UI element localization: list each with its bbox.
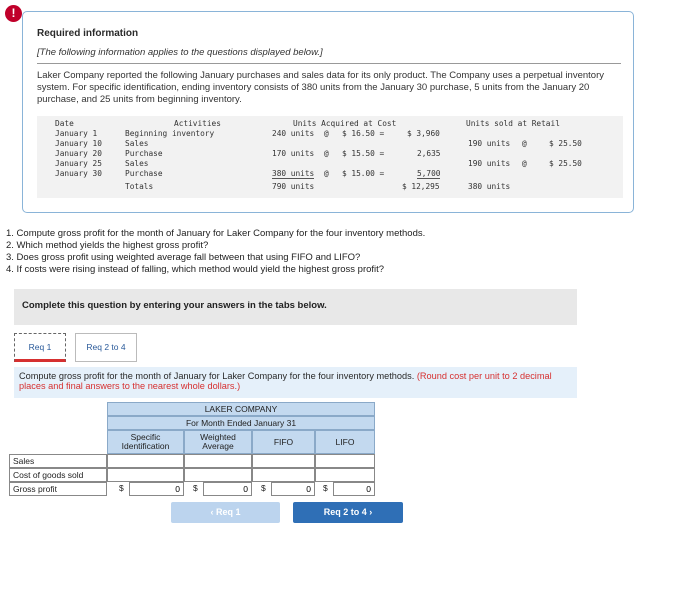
row-acq-total: $ 3,960: [407, 129, 440, 138]
period-header: For Month Ended January 31: [107, 416, 375, 430]
row-acq-at: @: [324, 149, 329, 158]
instruction-banner: [14, 367, 577, 398]
row-activity: Purchase: [125, 169, 163, 178]
question-item: 2. Which method yields the highest gross profit?: [6, 240, 209, 251]
row-sold-price: $ 25.50: [549, 139, 582, 148]
row-acq-cost: $ 15.00 =: [342, 169, 385, 178]
currency-symbol: $: [193, 483, 198, 493]
row-activity: Beginning inventory: [125, 129, 215, 138]
gross-profit-fifo[interactable]: [271, 482, 315, 496]
sales-fifo-input[interactable]: [252, 454, 315, 468]
totals-acq-total: $ 12,295: [402, 182, 440, 191]
prev-button-label: Req 1: [216, 507, 241, 517]
row-date: January 1: [55, 129, 98, 138]
required-information-title: Required information: [37, 28, 139, 39]
row-activity: Sales: [125, 159, 149, 168]
row-sold-units: 190 units: [468, 159, 511, 168]
row-sold-at: @: [522, 139, 527, 148]
totals-acq-units: 790 units: [272, 182, 315, 191]
row-acq-at: @: [324, 169, 329, 178]
row-date: January 30: [55, 169, 102, 178]
row-date: January 10: [55, 139, 102, 148]
complete-question-text: Complete this question by entering your answers in the tabs below.: [22, 300, 327, 311]
currency-symbol: $: [119, 483, 124, 493]
row-activity: Purchase: [125, 149, 163, 158]
company-header: LAKER COMPANY: [107, 402, 375, 416]
col-weighted-average: Weighted Average: [184, 430, 252, 454]
cogs-lifo-input[interactable]: [315, 468, 375, 482]
tab-req-1[interactable]: Req 1: [14, 333, 66, 362]
chevron-left-icon: ‹: [210, 507, 214, 517]
row-acq-total: 5,700: [417, 169, 441, 178]
question-item: 4. If costs were rising instead of falling, which method would yield the highest gross profit?: [6, 264, 385, 275]
row-activity: Sales: [125, 139, 149, 148]
row-acq-cost: $ 15.50 =: [342, 149, 385, 158]
gross-profit-weighted[interactable]: [203, 482, 252, 496]
required-information-panel: [22, 11, 634, 213]
gross-profit-lifo[interactable]: [333, 482, 375, 496]
row-label-sales: Sales: [9, 454, 107, 468]
cogs-weighted-input[interactable]: [184, 468, 252, 482]
row-label-gross-profit: Gross profit: [9, 482, 107, 496]
cogs-specific-input[interactable]: [107, 468, 184, 482]
info-description: Laker Company reported the following January purchases and sales data for its only product. The Company uses a perpetual inventory system. For specific identification, ending inventory consists of 380 units from the January 30 purchase, 5 units from the January 20 purchase, and 25 units from beginning inventory.: [37, 70, 604, 105]
row-date: January 25: [55, 159, 102, 168]
question-item: 1. Compute gross profit for the month of January for Laker Company for the four inventory methods.: [6, 228, 426, 239]
next-button[interactable]: [293, 502, 403, 523]
tab-req-2-to-4[interactable]: Req 2 to 4: [75, 333, 137, 362]
currency-symbol: $: [261, 483, 266, 493]
row-acq-units: 380 units: [272, 169, 315, 178]
row-acq-cost: $ 16.50 =: [342, 129, 385, 138]
complete-question-banner: [14, 289, 577, 325]
header-date: Date: [55, 119, 74, 128]
prev-button[interactable]: [171, 502, 280, 523]
questions-list: [6, 228, 425, 276]
header-units-acquired: Units Acquired at Cost: [293, 119, 397, 128]
row-date: January 20: [55, 149, 102, 158]
alert-icon: !: [5, 5, 22, 22]
row-acq-total: 2,635: [417, 149, 441, 158]
instruction-text: [19, 371, 569, 391]
row-acq-units: 170 units: [272, 149, 315, 158]
chevron-right-icon: ›: [369, 507, 373, 517]
sales-lifo-input[interactable]: [315, 454, 375, 468]
sales-specific-input[interactable]: [107, 454, 184, 468]
purchases-sales-table: [37, 116, 623, 198]
currency-symbol: $: [323, 483, 328, 493]
divider: [37, 63, 621, 64]
row-sold-units: 190 units: [468, 139, 511, 148]
next-button-label: Req 2 to 4: [323, 507, 367, 517]
instruction-hint: (Round cost per unit to 2 decimal places and final answers to the nearest whole dollars.): [19, 371, 552, 391]
row-label-cogs: Cost of goods sold: [9, 468, 107, 482]
gross-profit-specific[interactable]: [129, 482, 184, 496]
instruction-main: Compute gross profit for the month of January for Laker Company for the four inventory methods.: [19, 371, 415, 381]
row-acq-units: 240 units: [272, 129, 315, 138]
totals-sold-units: 380 units: [468, 182, 511, 191]
sales-weighted-input[interactable]: [184, 454, 252, 468]
col-specific-identification: Specific Identification: [107, 430, 184, 454]
col-lifo: LIFO: [315, 430, 375, 454]
info-note: [The following information applies to the questions displayed below.]: [37, 47, 323, 58]
question-item: 3. Does gross profit using weighted average fall between that using FIFO and LIFO?: [6, 252, 361, 263]
row-sold-at: @: [522, 159, 527, 168]
row-acq-at: @: [324, 129, 329, 138]
cogs-fifo-input[interactable]: [252, 468, 315, 482]
row-sold-price: $ 25.50: [549, 159, 582, 168]
totals-label: Totals: [125, 182, 154, 191]
header-activities: Activities: [174, 119, 221, 128]
header-units-sold: Units sold at Retail: [466, 119, 560, 128]
col-fifo: FIFO: [252, 430, 315, 454]
